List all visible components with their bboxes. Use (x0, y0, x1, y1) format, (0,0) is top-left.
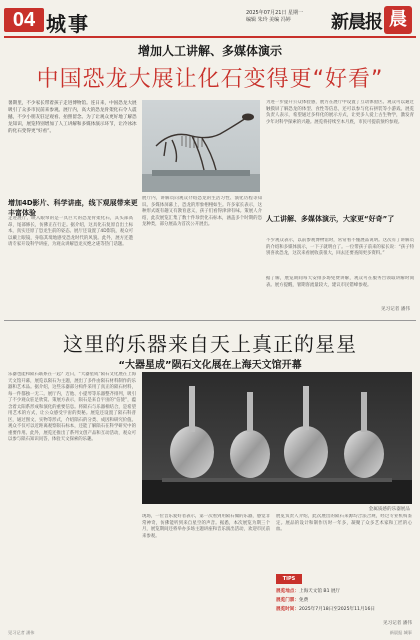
date-block (246, 10, 310, 24)
masthead (0, 0, 420, 40)
story1-byline: 见习记者 潘伟 (380, 307, 410, 312)
date-line: 2025年07月21日 星期一 (246, 10, 304, 16)
info-dates-label: 展览时间： (276, 607, 299, 612)
story2-headline: 这里的乐器来自天上真正的星星 (63, 332, 357, 356)
exhibition-info-box (276, 574, 412, 618)
info-location-value: 上海天文馆 B1 展厅 (298, 589, 341, 594)
footer-left: 见习记者 潘伟 (8, 630, 35, 635)
story2-photo-caption: 金属质感的乐器展品 (368, 507, 410, 512)
footer-right: 新晨报 城事 (389, 630, 412, 635)
story2-kicker: “大器星成”陨石文化展在上海天文馆开幕 (118, 360, 302, 371)
story1-headline: 中国恐龙大展让化石变得更“好看” (36, 67, 384, 92)
newspaper-logo (318, 6, 412, 34)
story1-column-right: 为进一步提升公众体验感，展方在展厅中设置了互动体验区。观众可以通过触摸屏了解恐龙的体型、食性等信息，还可以参与化石拼装等小游戏。展览负责人表示，希望通过多样化的展示方式，让更多人爱上古生物学，激发青少年对科学探索的兴趣。展览将持续至本月底，市民可提前预约参观。 (266, 100, 414, 125)
story1-column-left: 走进展厅，映入眼帘的是一具巨大的恐龙骨架化石，其头部高昂，尾部修长，仿佛正在行走。据介绍，这具化石复原自出土标本，真实还原了恐龙生前的姿态。展厅还设置了4D影院，观众可以戴上眼镜，身临其境地感受恐龙时代的风貌。此外，展方还邀请专家开设科学讲座，为观众讲解恐龙灭绝之谜等热门话题。 (8, 216, 133, 247)
dinosaur-skeleton-photo (142, 100, 260, 192)
info-location-label: 展览地点： (276, 589, 299, 594)
info-location (276, 588, 340, 594)
dinosaur-skeleton-icon (142, 100, 260, 192)
story1-kicker: 增加人工讲解、多媒体演示 (137, 44, 282, 58)
info-ticket-value: 免费 (298, 598, 309, 603)
story1-subhead-left: 增加4D影片、科学讲座，线下观展带来更丰富体验 (8, 199, 138, 217)
meteorite-instruments-photo (142, 372, 412, 504)
logo-mark: 晨 (384, 6, 412, 34)
info-dates (276, 606, 375, 612)
guitar-display-icon (142, 372, 412, 504)
story2-column-middle: 现场，一位音乐爱好者表示，第一次看到用陨石做的乐器，感觉非常神奇，仿佛能听到来自星空的声音。据悉，本次展览为期三个月，展览期间还将举办多场主题讲座和音乐演出活动，欢迎市民前来参观。 (142, 514, 270, 539)
story2-column-left: 乐器也能和陨石联系在一起？近日，“大器星成”陨石文化展在上海天文馆开幕，展览以陨石为主题，展出了多件由陨石材料制作的乐器和艺术品。据介绍，这些乐器部分构件采用了真正的陨石材料，每一件都独一无二。展厅内，吉他、小提琴等乐器整齐排列，吸引了不少观众驻足欣赏。策展方表示，陨石是来自宇宙的“信使”，蕴含着太阳系形成和演化的重要信息。将陨石与乐器相结合，是希望用艺术的方式，让公众感受宇宙的奥秘。展览还设置了陨石科普区，通过图文、实物等形式，介绍陨石的分类、成因和研究价值。观众不仅可以近距离观察陨石标本，还能了解陨石在科学研究中的重要作用。此外，展览还推出了系列文创产品和互动活动，观众可以参与陨石知识问答，体验天文探索的乐趣。 (8, 372, 136, 442)
story2-column-right: 展览负责人介绍，此次展出的陨石来源均合法合规，经过专业机构鉴定。展品的设计和制作历时一年多，凝聚了众多艺术家和工匠的心血。 (276, 514, 412, 532)
story1-subhead-right: 人工讲解、多媒体演示，大家更“好奇”了 (266, 215, 395, 223)
section-name: 城事 (46, 12, 90, 36)
info-dates-value: 2025年7月18日至2025年11月16日 (298, 607, 375, 612)
story2-byline: 见习记者 潘伟 (382, 621, 412, 626)
editor-line: 编辑 朱玲 美编 冯婷 (246, 17, 291, 23)
story1-column-tail: 据了解，展览期间每天安排多场免费讲解，观众可在服务台领取讲解时间表。展方提醒，暑期客流量较大，建议市民错峰参观。 (266, 276, 414, 288)
masthead-rule (4, 36, 416, 38)
logo-text: 新晨报 (331, 12, 382, 33)
story1-column-right-lower: 不少观众表示，以前参观博物馆时，常常看不懂展品说明。这次有了讲解员的介绍和多媒体演示，一下子就明白了。一位带孩子前来的家长说：“孩子特别喜欢恐龙，这次来看展收获很大，回去还要查阅更多资料。” (266, 238, 414, 256)
info-ticket-label: 展览门票： (276, 598, 299, 603)
story-divider (4, 320, 416, 321)
section-number: 04 (4, 8, 44, 32)
story1-lede: 暑期里，不少家长带着孩子走进博物馆。连日来，中国恐龙大展吸引了众多市民前来参观。展厅内，高大的恐龙骨架化石令人震撼，不少小朋友驻足观看、拍照留念。为了让观众更好地了解恐龙知识，展览特别增加了人工讲解和多媒体演示环节，让冷冰冰的化石变得更“好看”。 (8, 101, 137, 134)
info-tag: TIPS (276, 574, 302, 584)
info-ticket (276, 597, 308, 603)
story1-column-middle: 展厅内，讲解员向观众介绍恐龙的生活习性、演化历程等知识。多媒体屏幕上，恐龙的形象栩栩如生。许多家长表示，这种形式既有趣又有教育意义，孩子们看得津津有味。策展人介绍，此次展览汇集了数十件珍贵化石标本，涵盖多个时期的恐龙种类，部分展品为首次公开展出。 (142, 196, 262, 227)
